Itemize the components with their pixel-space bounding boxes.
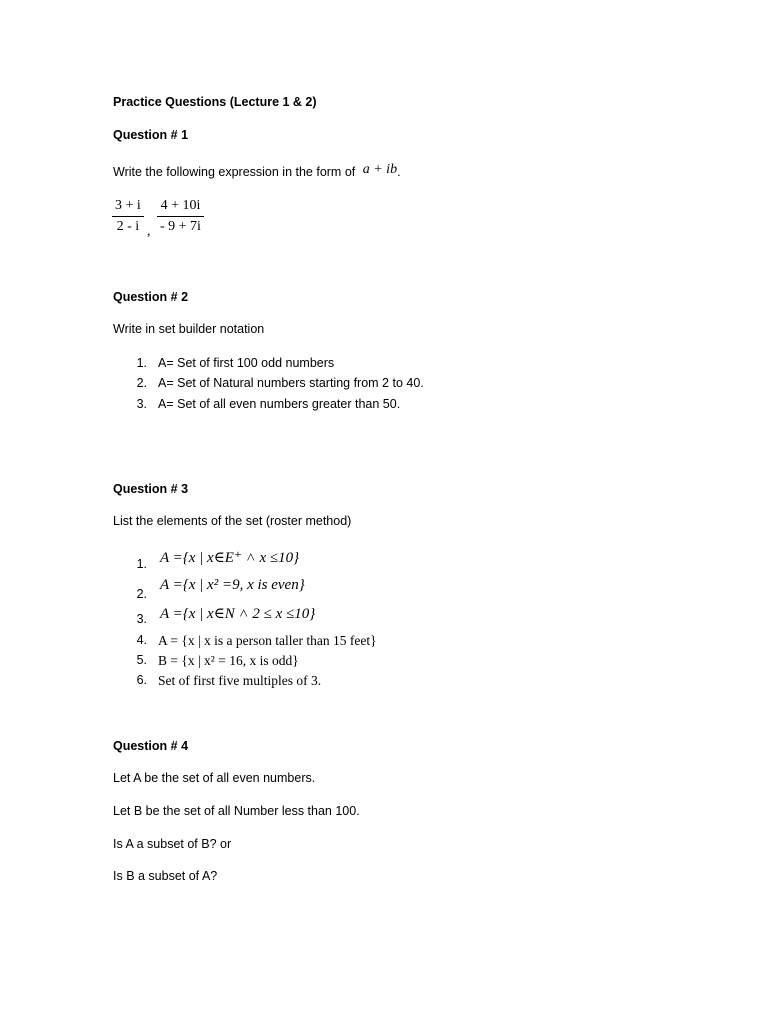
set-expression-3: A ={x | x∈N ˄ 2 ≤ x ≤10} xyxy=(160,606,316,622)
set-expression-2: A ={x | x² =9, x is even} xyxy=(160,577,305,593)
document-title: Practice Questions (Lecture 1 & 2) xyxy=(113,95,317,109)
question-4-line-3: Is A a subset of B? or xyxy=(113,837,232,851)
list-item-text: Set of first five multiples of 3. xyxy=(158,673,322,688)
list-item-number: 6. xyxy=(136,673,147,687)
list-item-number: 2. xyxy=(136,587,147,601)
list-item-number: 1. xyxy=(136,356,147,370)
question-1-prompt xyxy=(113,162,401,181)
question-4-line-4: Is B a subset of A? xyxy=(113,869,218,883)
fraction-separator: , xyxy=(147,224,151,239)
question-1-form: a + ib xyxy=(362,162,398,177)
question-4-line-1: Let A be the set of all even numbers. xyxy=(113,771,316,785)
set-expression-1: A ={x | x∈E⁺ ˄ x ≤10} xyxy=(160,550,300,566)
fraction-1-numerator: 3 + i xyxy=(112,198,144,217)
question-1-period: . xyxy=(397,165,401,179)
fraction-2-denominator: - 9 + 7i xyxy=(160,219,201,234)
question-4-heading: Question # 4 xyxy=(113,739,189,753)
question-3-heading: Question # 3 xyxy=(113,482,189,496)
list-item-text: A = {x | x is a person taller than 15 feet} xyxy=(158,633,377,648)
fraction-2 xyxy=(157,198,204,235)
list-item-text: A= Set of all even numbers greater than 50. xyxy=(158,397,401,411)
list-item-text: A= Set of first 100 odd numbers xyxy=(158,356,335,370)
fraction-1 xyxy=(112,198,144,235)
fraction-1-denominator: 2 - i xyxy=(116,219,140,234)
list-item-number: 3. xyxy=(136,397,147,411)
list-item-number: 1. xyxy=(136,557,147,571)
list-item-text: A= Set of Natural numbers starting from 2 to 40. xyxy=(158,376,424,390)
question-3-prompt: List the elements of the set (roster method) xyxy=(113,514,352,528)
question-2-heading: Question # 2 xyxy=(113,290,189,304)
question-1-heading: Question # 1 xyxy=(113,128,189,142)
fraction-2-numerator: 4 + 10i xyxy=(157,198,204,217)
list-item-number: 5. xyxy=(136,653,147,667)
list-item-text: B = {x | x² = 16, x is odd} xyxy=(158,653,299,668)
question-2-prompt: Write in set builder notation xyxy=(113,322,265,336)
question-4-line-2: Let B be the set of all Number less than 100. xyxy=(113,804,360,818)
question-1-prompt-text: Write the following expression in the form of xyxy=(113,165,356,179)
list-item-number: 3. xyxy=(136,612,147,626)
list-item-number: 2. xyxy=(136,376,147,390)
list-item-number: 4. xyxy=(136,633,147,647)
